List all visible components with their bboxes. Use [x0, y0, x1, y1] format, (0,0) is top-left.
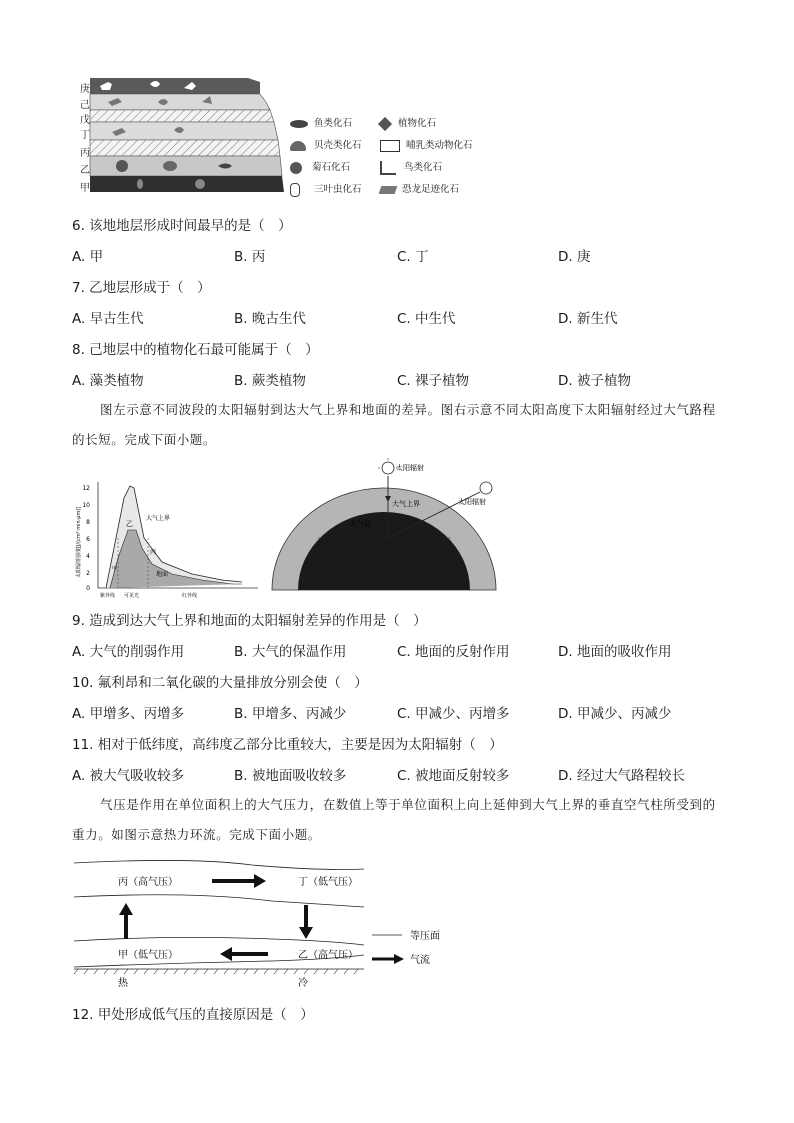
- mammal-icon: [380, 140, 400, 152]
- bird-icon: [380, 161, 396, 175]
- question-stem: 10. 氟利昂和二氧化碳的大量排放分别会使（ ）: [72, 675, 368, 691]
- label-bing: 丙: [150, 549, 157, 556]
- y-tick: 10: [82, 502, 90, 509]
- label-hot: 热: [118, 978, 128, 989]
- answer-option[interactable]: B. 甲增多、丙减少: [234, 706, 347, 722]
- question-stem: 11. 相对于低纬度，高纬度乙部分比重较大，主要是因为太阳辐射（ ）: [72, 737, 503, 753]
- answer-option[interactable]: D. 经过大气路程较长: [558, 768, 685, 784]
- stratum-label: 戊: [80, 115, 90, 126]
- answer-option[interactable]: D. 新生代: [558, 311, 618, 327]
- atmosphere-layer-label: 大气层: [350, 520, 371, 528]
- label-jia-low: 甲（低气压）: [118, 950, 178, 961]
- upper-atmosphere-label: 大气上界: [392, 500, 420, 508]
- ammonite-icon: [290, 162, 302, 174]
- strata-diagram: [78, 72, 293, 197]
- thermal-circulation-diagram: [72, 855, 452, 990]
- dinosaur-track-icon: [379, 186, 398, 194]
- answer-option[interactable]: B. 被地面吸收较多: [234, 768, 347, 784]
- legend-isobar: 等压面: [410, 931, 440, 942]
- ammonite-icon: [195, 179, 205, 189]
- answer-option[interactable]: D. 庚: [558, 249, 591, 265]
- answer-option[interactable]: B. 蕨类植物: [234, 373, 306, 389]
- trilobite-icon: [137, 179, 143, 189]
- question-stem: 9. 造成到达大气上界和地面的太阳辐射差异的作用是（ ）: [72, 613, 427, 629]
- y-axis-label: 太阳辐射强度[J/(cm²·min·μm)]: [76, 506, 82, 578]
- stratum-label: 丁: [80, 130, 90, 141]
- stratum-label: 庚: [80, 84, 90, 95]
- ammonite-icon: [116, 160, 128, 172]
- legend-label: 哺乳类动物化石: [406, 140, 473, 151]
- label-ding-low: 丁（低气压）: [298, 877, 358, 888]
- stratum-label: 己: [80, 100, 90, 111]
- stratum-label: 甲: [80, 183, 90, 194]
- sun-label: 太阳辐射: [396, 464, 424, 472]
- question-stem: 7. 乙地层形成于（ ）: [72, 280, 211, 296]
- intro-text: 图左示意不同波段的太阳辐射到达大气上界和地面的差异。图右示意不同太阳高度下太阳辐射经过大气路程的长短。完成下面小题。: [72, 402, 716, 447]
- label-yi: 乙: [126, 520, 133, 528]
- arrow-left-icon: [220, 947, 268, 961]
- legend-label: 植物化石: [398, 118, 437, 129]
- legend-flow: 气流: [410, 955, 430, 966]
- fish-icon: [290, 120, 308, 128]
- legend-label: 三叶虫化石: [314, 184, 362, 195]
- section-intro: [72, 395, 722, 455]
- arrow-down-icon: [299, 905, 313, 939]
- y-tick: 0: [86, 585, 90, 592]
- y-tick: 6: [86, 536, 90, 543]
- legend-label: 恐龙足迹化石: [402, 184, 460, 195]
- label-upper-atmosphere: 大气上界: [146, 515, 171, 522]
- answer-option[interactable]: D. 甲减少、丙减少: [558, 706, 672, 722]
- answer-option[interactable]: A. 被大气吸收较多: [72, 768, 185, 784]
- shell-icon: [163, 161, 177, 171]
- label-jia: 甲: [112, 566, 118, 572]
- legend-label: 鱼类化石: [314, 118, 353, 129]
- label-bing-high: 丙（高气压）: [118, 877, 178, 888]
- stratum-label: 丙: [80, 148, 90, 159]
- legend-label: 菊石化石: [312, 162, 351, 173]
- radiation-chart: [72, 478, 262, 600]
- flow-legend-arrow-icon: [372, 954, 404, 964]
- intro-text: 气压是作用在单位面积上的大气压力，在数值上等于单位面积上向上延伸到大气上界的垂直空气柱所受到的重力。如图示意热力环流。完成下面小题。: [72, 797, 716, 842]
- sun-label: 太阳辐射: [458, 498, 486, 506]
- atmosphere-diagram: [268, 456, 500, 592]
- answer-option[interactable]: B. 晚古生代: [234, 311, 306, 327]
- legend-label: 贝壳类化石: [314, 140, 362, 151]
- band-uv: 紫外线: [100, 593, 116, 599]
- answer-option[interactable]: C. 丁: [397, 249, 429, 265]
- stratum-label: 乙: [80, 165, 90, 176]
- shell-icon: [290, 141, 306, 151]
- answer-option[interactable]: C. 甲减少、丙增多: [397, 706, 510, 722]
- answer-option[interactable]: D. 被子植物: [558, 373, 631, 389]
- section-intro: [72, 790, 722, 850]
- answer-option[interactable]: B. 大气的保温作用: [234, 644, 347, 660]
- question-stem: 6. 该地地层形成时间最早的是（ ）: [72, 218, 292, 234]
- y-tick: 2: [86, 570, 90, 577]
- answer-option[interactable]: A. 甲增多、丙增多: [72, 706, 185, 722]
- answer-option[interactable]: D. 地面的吸收作用: [558, 644, 672, 660]
- answer-option[interactable]: A. 大气的削弱作用: [72, 644, 185, 660]
- sun-icon: [378, 458, 398, 478]
- arrow-right-icon: [212, 874, 266, 888]
- answer-option[interactable]: A. 早古生代: [72, 311, 144, 327]
- y-tick: 12: [82, 485, 90, 492]
- sun-icon: [480, 482, 492, 494]
- answer-option[interactable]: C. 裸子植物: [397, 373, 470, 389]
- label-yi-high: 乙（高气压）: [298, 950, 358, 961]
- answer-option[interactable]: C. 地面的反射作用: [397, 644, 510, 660]
- label-cold: 冷: [298, 978, 308, 989]
- answer-option[interactable]: A. 甲: [72, 249, 104, 265]
- y-tick: 4: [86, 553, 90, 560]
- answer-option[interactable]: B. 丙: [234, 249, 266, 265]
- label-ground: 地面: [156, 571, 169, 578]
- question-stem: 12. 甲处形成低气压的直接原因是（ ）: [72, 1007, 314, 1023]
- band-visible: 可见光: [124, 593, 140, 599]
- trilobite-icon: [290, 183, 300, 197]
- plant-icon: [378, 116, 392, 130]
- legend-label: 鸟类化石: [404, 162, 443, 173]
- answer-option[interactable]: C. 被地面反射较多: [397, 768, 510, 784]
- question-stem: 8. 己地层中的植物化石最可能属于（ ）: [72, 342, 319, 358]
- arrow-up-icon: [119, 903, 133, 939]
- band-ir: 红外线: [182, 593, 198, 599]
- y-tick: 8: [86, 519, 90, 526]
- answer-option[interactable]: A. 藻类植物: [72, 373, 144, 389]
- answer-option[interactable]: C. 中生代: [397, 311, 456, 327]
